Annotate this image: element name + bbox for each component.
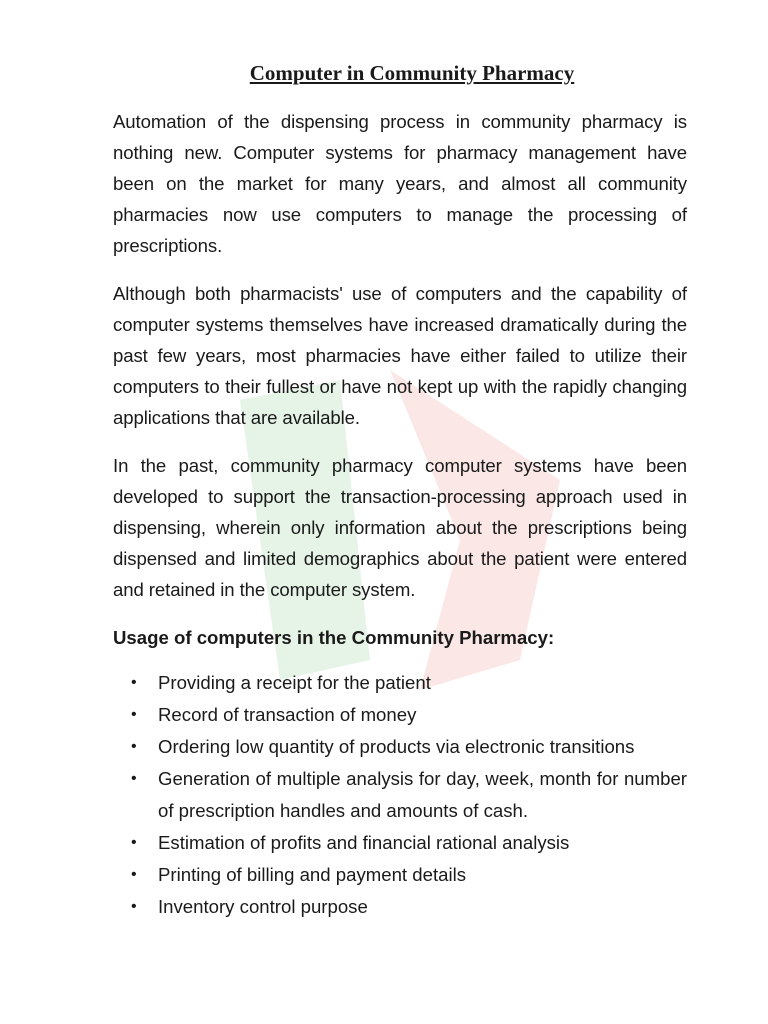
list-item — [131, 667, 687, 699]
usage-heading: Usage of computers in the Community Pharmacy: — [113, 627, 555, 648]
document-title: Computer in Community Pharmacy — [249, 61, 575, 85]
bullet-icon: • — [131, 866, 137, 883]
list-item — [131, 827, 687, 859]
list-item — [131, 859, 687, 891]
list-item-text: Record of transaction of money — [158, 704, 417, 725]
paragraph-automation: Automation of the dispensing process in community pharmacy is nothing new. Computer systems for pharmacy management have been on the market for many years, and almost all community pharmacies now use computers to manage the processing of prescriptions. — [113, 111, 687, 256]
bullet-icon: • — [131, 738, 137, 755]
bullet-icon: • — [131, 770, 137, 787]
list-item — [131, 699, 687, 731]
list-item — [131, 763, 687, 827]
list-item-text: Ordering low quantity of products via electronic transitions — [158, 736, 635, 757]
usage-list — [113, 667, 687, 923]
bullet-icon: • — [131, 674, 137, 691]
bullet-icon: • — [131, 834, 137, 851]
paragraph-capability: Although both pharmacists' use of computers and the capability of computer systems themselves have increased dramatically during the past few years, most pharmacies have either failed to utilize their computers to their fullest or have not kept up with the rapidly changing applications that are available. — [113, 283, 687, 428]
list-item-text: Printing of billing and payment details — [158, 864, 467, 885]
paragraph-history: In the past, community pharmacy computer systems have been developed to support the transaction-processing approach used in dispensing, wherein only information about the prescriptions being dispensed and limited demographics about the patient were entered and retained in the computer system. — [113, 455, 687, 600]
list-item-text: Estimation of profits and financial rational analysis — [158, 832, 570, 853]
list-item-text: Inventory control purpose — [158, 896, 368, 917]
bullet-icon: • — [131, 706, 137, 723]
bullet-icon: • — [131, 898, 137, 915]
document-content — [113, 58, 687, 923]
list-item-text: Generation of multiple analysis for day, week, month for number of prescription handles and amounts of cash. — [158, 768, 687, 821]
list-item-text: Providing a receipt for the patient — [158, 672, 431, 693]
list-item — [131, 891, 687, 923]
list-item — [131, 731, 687, 763]
